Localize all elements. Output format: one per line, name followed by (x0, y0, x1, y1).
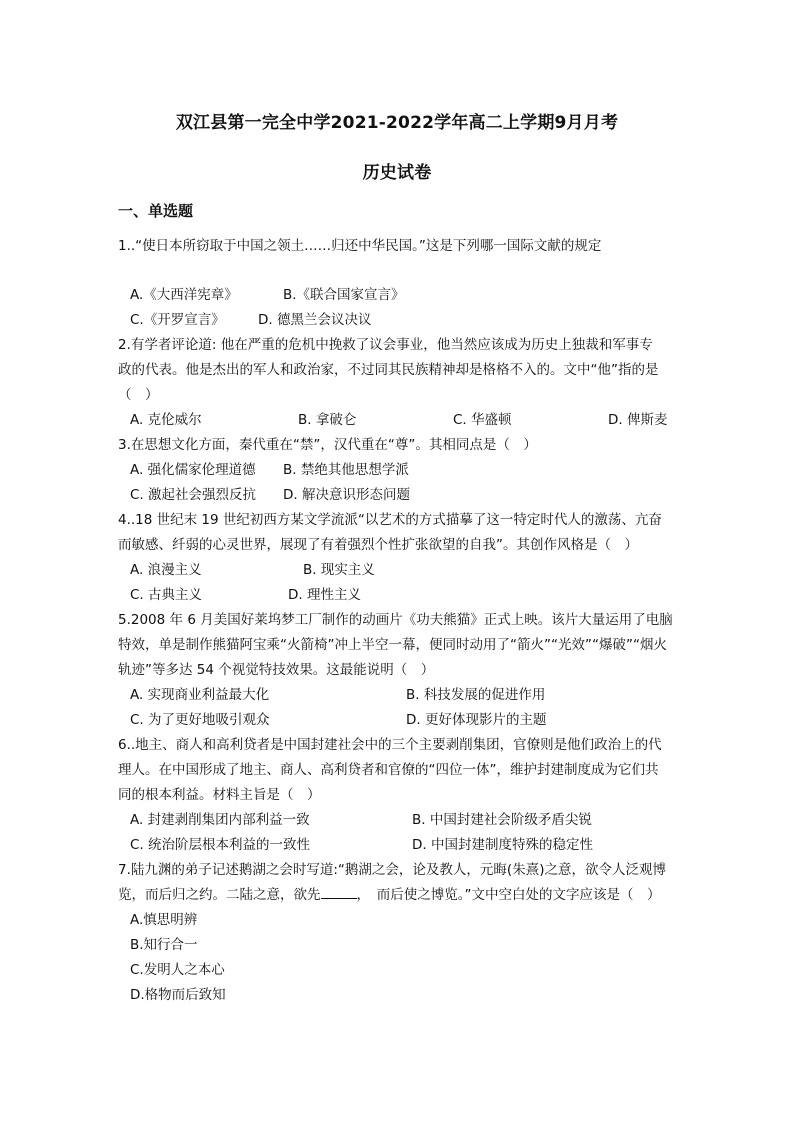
q3-option-d: D. 解决意识形态问题 (283, 487, 410, 503)
q5-option-d: D. 更好体现影片的主题 (406, 712, 547, 728)
q5-option-b: B. 科技发展的促进作用 (406, 687, 546, 703)
question-2-text: 政的代表。他是杰出的军人和政治家，不过同其民族精神却是格格不入的。文中“他”指的是 (118, 362, 659, 378)
q6-option-c: C. 统治阶层根本利益的一致性 (130, 837, 311, 853)
question-6-text: 理人。在中国形成了地主、商人、高利贷者和官僚的“四位一体”，维护封建制度成为它们共 (118, 762, 659, 778)
q7-option-a: A.慎思明辨 (130, 912, 198, 928)
q7-option-c: C.发明人之本心 (130, 962, 225, 978)
question-4-text: 4..18 世纪末 19 世纪初西方某文学流派“以艺术的方式描摹了这一特定时代人的激荡、亢奋 (118, 512, 662, 528)
q2-option-a: A. 克伦威尔 (130, 412, 202, 428)
q7-option-b: B.知行合一 (130, 937, 198, 953)
q3-option-b: B. 禁绝其他思想学派 (283, 462, 409, 478)
q1-option-c: C.《开罗宣言》 (130, 312, 225, 328)
q7-option-d: D.格物而后致知 (130, 987, 226, 1003)
q4-option-c: C. 古典主义 (130, 587, 203, 603)
section-heading: 一、单选题 (118, 202, 194, 220)
question-2-text: 2.有学者评论道: 他在严重的危机中挽救了议会事业，他当然应该成为历史上独裁和军事专 (118, 337, 653, 353)
question-5-text: 轨迹”等多达 54 个视觉特技效果。这最能说明（ ） (118, 662, 435, 678)
question-2-text: （ ） (118, 387, 159, 403)
q2-option-b: B. 拿破仑 (298, 412, 357, 428)
question-4-text: 而敏感、纤弱的心灵世界，展现了有着强烈个性扩张欲望的自我”。其创作风格是（ ） (118, 537, 638, 553)
q4-option-a: A. 浪漫主义 (130, 562, 202, 578)
q6-option-b: B. 中国封建社会阶级矛盾尖锐 (412, 812, 592, 828)
question-7-text-part: ， 而后使之博览。”文中空白处的文字应该是（ ） (356, 887, 661, 903)
q3-option-c: C. 激起社会强烈反抗 (130, 487, 257, 503)
exam-subtitle: 历史试卷 (362, 163, 432, 183)
q4-option-b: B. 现实主义 (303, 562, 375, 578)
question-7-text (118, 883, 661, 903)
q2-option-d: D. 俾斯麦 (608, 412, 668, 428)
q2-option-c: C. 华盛顿 (453, 412, 512, 428)
q5-option-a: A. 实现商业利益最大化 (130, 687, 270, 703)
q1-option-d: D. 德黑兰会议决议 (258, 312, 372, 328)
q6-option-d: D. 中国封建制度特殊的稳定性 (412, 837, 593, 853)
question-3-text: 3.在思想文化方面，秦代重在“禁”，汉代重在“尊”。其相同点是（ ） (118, 437, 537, 453)
question-7-text-part: 览，而后归之约。二陆之意，欲先 (118, 887, 321, 903)
q5-option-c: C. 为了更好地吸引观众 (130, 712, 270, 728)
q3-option-a: A. 强化儒家伦理道德 (130, 462, 256, 478)
question-5-text: 5.2008 年 6 月美国好莱坞梦工厂制作的动画片《功夫熊猫》正式上映。该片大量运用了电脑 (118, 612, 673, 628)
question-6-text: 6..地主、商人和高利贷者是中国封建社会中的三个主要剥削集团，官僚则是他们政治上的代 (118, 737, 662, 753)
q6-option-a: A. 封建剥削集团内部利益一致 (130, 812, 310, 828)
question-5-text: 特效，单是制作熊猫阿宝乘“火箭椅”冲上半空一幕，便同时动用了“箭火”“光效”“爆破”“烟火 (118, 637, 667, 653)
q1-option-b: B.《联合国家宣言》 (283, 287, 405, 303)
answer-blank (321, 886, 357, 899)
q1-option-a: A.《大西洋宪章》 (130, 287, 238, 303)
question-6-text: 同的根本利益。材料主旨是（ ） (118, 787, 321, 803)
q4-option-d: D. 理性主义 (288, 587, 361, 603)
question-1-text: 1..“使日本所窃取于中国之领土……归还中华民国。”这是下列哪一国际文献的规定 (118, 238, 602, 254)
question-7-text: 7.陆九渊的弟子记述鹅湖之会时写道:“鹅湖之会，论及教人，元晦(朱熹)之意，欲令人泛观博 (118, 862, 666, 878)
exam-title: 双江县第一完全中学2021-2022学年高二上学期9月月考 (175, 113, 619, 133)
